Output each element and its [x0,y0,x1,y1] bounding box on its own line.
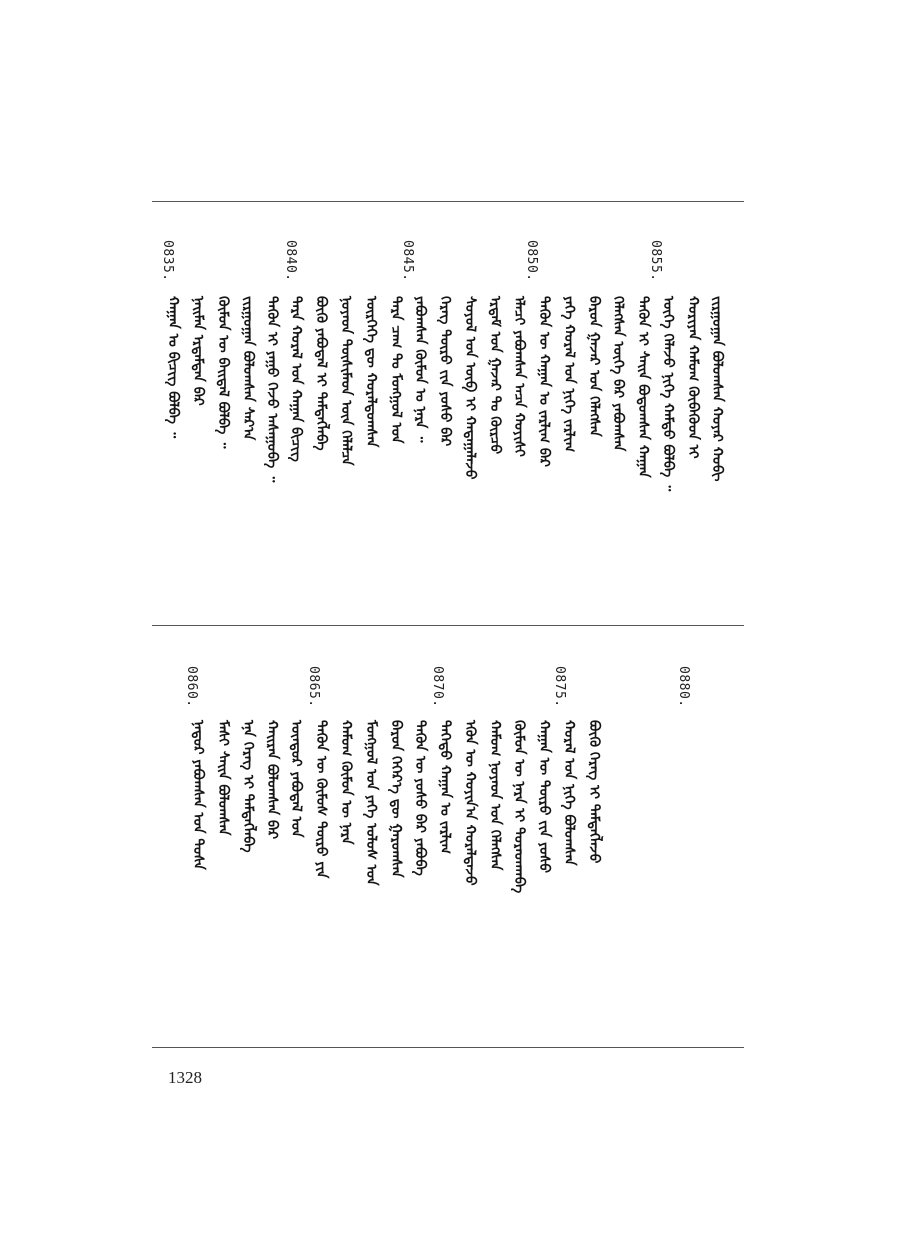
verse-line: ᠲᠡᠭᠦᠨ ᠢ ᠶᠠᠭᠤ ᠭᠡᠵᠦ ᠠᠰᠠᠭᠤᠪᠠ ᠃ [264,296,280,483]
verse-line: ᠡᠨᠡ ᠬᠡᠷᠡᠭ ᠢ ᠲᠡᠮᠳᠡᠭᠯᠡᠪᠡ [240,720,256,853]
verse-line: ᠡᠷᠳᠡᠮ ᠤᠨ ᠭᠠᠵᠠᠷ ᠲᠤ ᠬᠦᠷᠴᠦ [487,296,503,455]
verse-line: ᠬᠠᠢᠷᠠᠨ ᠪᠣᠯᠣᠭᠰᠠᠨ ᠪᠠᠷ [264,720,280,840]
line-number: 0840. [283,240,298,282]
verse-line: ᠲᠡᠷᠡ ᠴᠠᠭ ᠲᠤ ᠮᠣᠩᠭᠣᠯ ᠤᠨ [388,296,404,444]
verse-line: ᠨᠣᠶᠠᠳ ᠲᠦᠰᠢᠮᠡᠳ ᠦᠨ ᠬᠡᠯᠡᠯᠴᠡ [338,296,354,466]
verse-line: ᠲᠡᠭᠦᠨ ᠦ ᠬᠠᠭᠠᠨ ᠤ ᠵᠠᠷᠯᠢᠭ ᠪᠠᠷ [536,296,552,468]
line-number: 0875. [552,666,567,708]
verse-line: ᠡᠯᠡᠴᠢ ᠶᠠᠪᠤᠭᠰᠠᠨ ᠠᠴᠠ ᠬᠣᠶᠢᠰᠢ [511,296,527,457]
verse-line: ᠥᠷᠭᠡᠭᠡ ᠳᠦ ᠬᠤᠷᠠᠯᠳᠤᠭᠰᠠᠨ [363,296,379,448]
verse-line: ᠲᠡᠷᠡ ᠬᠤᠷᠠᠯ ᠤᠨ ᠬᠠᠭᠠᠨ ᠪᠢᠴᠢᠭ [288,296,304,462]
verse-line: ᠦᠭᠡ ᠬᠡᠯᠡᠵᠦ ᠨᠢᠭᠡ ᠬᠠᠮᠲᠤ ᠪᠣᠯᠪᠠ ᠃ [660,296,676,492]
verse-line: ᠬᠠᠮᠤᠭ ᠨᠣᠶᠠᠳ ᠤᠨ ᠬᠡᠯᠡᠭᠰᠡᠨ [487,720,503,871]
verse-line: ᠨᠠᠢᠮᠠᠨ ᠡᠷᠳᠡᠮᠲᠡᠨ ᠪᠠᠷ [190,296,206,406]
line-number: 0860. [184,666,199,708]
verse-line: ᠪᠦᠬᠦ ᠶᠠᠪᠤᠳᠠᠯ ᠢ ᠲᠡᠮᠳᠡᠭᠯᠡᠪᠡ [313,296,329,451]
verse-line: ᠬᠦᠮᠦᠨ ᠦ ᠪᠠᠢᠳᠠᠯ ᠪᠣᠯᠪᠠ ᠃ [215,296,231,449]
verse-line: ᠨᠠᠳᠤᠷ ᠶᠠᠪᠤᠭᠰᠠᠨ ᠤᠨ ᠲᠤᠰᠠ [190,720,206,870]
verse-line: ᠰᠣᠶᠣᠯ ᠤᠨ ᠥᠪ ᠢ ᠬᠠᠳᠠᠭᠠᠯᠠᠵᠤ [462,296,478,480]
verse-line: ᠪᠠᠷᠤᠨ ᠭᠠᠵᠠᠷ ᠤᠨ ᠬᠡᠯᠡᠭᠰᠡᠨ [586,296,602,437]
verse-line: ᠬᠡᠯᠡᠭᠰᠡᠨ ᠦᠭᠡ ᠪᠡᠷ ᠶᠠᠪᠤᠭᠰᠠᠨ [610,296,626,452]
verse-line: ᠮᠠᠰᠢ ᠰᠠᠢᠨ ᠪᠣᠯᠤᠭᠰᠠᠨ [215,720,231,836]
middle-rule [152,625,744,626]
line-number: 0865. [306,666,321,708]
line-number: 0870. [430,666,445,708]
verse-line: ᠳᠡᠭᠡᠳᠦ ᠬᠠᠭᠠᠨ ᠤ ᠵᠠᠷᠯᠢᠭ [437,720,453,854]
verse-line: ᠬᠤᠷᠢᠶᠠᠨ ᠬᠠᠮᠤᠭ ᠬᠥᠪᠡᠭᠦᠳ ᠢ [685,296,701,459]
verse-line: ᠬᠠᠭᠠᠨ ᠤ ᠪᠢᠴᠢᠭ ᠪᠣᠯᠪᠠ ᠃ [165,296,181,439]
page-number: 1328 [168,1068,202,1087]
verse-line: ᠥᠨᠳᠦᠷ ᠶᠠᠪᠤᠳᠠᠯ ᠤᠨ [288,720,304,838]
verse-line: ᠮᠣᠩᠭᠣᠯ ᠤᠨ ᠶᠡᠬᠡ ᠣᠯᠣᠰ ᠤᠨ [363,720,379,886]
line-number: 0855. [648,240,663,282]
verse-line: ᠬᠠᠭᠠᠨ ᠦ ᠲᠥᠷᠦ ᠵᠢᠨ ᠶᠣᠰᠣ [536,720,552,874]
verse-line: ᠲᠡᠭᠦᠨ ᠢ ᠰᠠᠢᠨ ᠪᠣᠳᠣᠭᠰᠠᠨ ᠬᠠᠭᠠᠨ [635,296,651,478]
verse-line: ᠵᠢᠷᠭᠤᠭᠠᠨ ᠪᠣᠯᠣᠭᠰᠠᠨ ᠰᠠᠷ᠎ᠠ [240,296,256,441]
line-number: 0850. [524,240,539,282]
verse-line: ᠪᠦᠬᠦ ᠬᠡᠷᠡᠭ ᠢ ᠲᠡᠮᠳᠡᠭᠯᠡᠵᠦ [586,720,602,864]
verse-line: ᠡᠭᠦᠨ ᠦ ᠬᠣᠶᠢᠨ᠎ᠠ ᠬᠤᠷᠠᠯᠳᠠᠵᠤ [462,720,478,886]
bottom-rule [152,1047,744,1048]
verse-line: ᠬᠠᠮᠤᠭ ᠬᠦᠮᠦᠨ ᠦ ᠨᠡᠷᠡ [338,720,354,845]
verse-line: ᠵᠢᠷᠭᠤᠭᠠᠨ ᠪᠣᠯᠣᠭᠰᠠᠨ ᠬᠣᠶᠠᠷ ᠬᠤᠪᠢ [709,296,725,482]
verse-line: ᠲᠡᠭᠦᠨ ᠦ ᠶᠣᠰᠣ ᠪᠠᠷ ᠶᠠᠪᠤᠪᠠ [412,720,428,876]
verse-line: ᠲᠡᠭᠦᠨ ᠦ ᠬᠦᠮᠦᠰ ᠲᠥᠷᠦ ᠶᠢᠨ [313,720,329,879]
top-rule [152,201,744,202]
verse-line: ᠶᠠᠪᠤᠭᠰᠠᠨ ᠬᠦᠮᠦᠨ ᠤ ᠨᠡᠷᠡ ᠃ [412,296,428,443]
line-number: 0845. [400,240,415,282]
verse-line: ᠪᠠᠷᠤᠨ ᠬᠡᠭᠡᠷ᠎ᠡ ᠳᠦ ᠭᠠᠷᠤᠭᠰᠠᠨ [388,720,404,878]
line-number: 0880. [676,666,691,708]
verse-line: ᠶᠡᠬᠡ ᠬᠤᠷᠠᠯ ᠤᠨ ᠨᠢᠭᠡ ᠵᠠᠷᠯᠢᠭ [561,296,577,453]
line-number: 0835. [160,240,175,282]
verse-line: ᠬᠡᠷᠡᠭ ᠲᠥᠷᠦ ᠵᠢᠨ ᠶᠣᠰᠣ ᠪᠠᠷ [437,296,453,447]
verse-line: ᠬᠦᠮᠦᠨ ᠦ ᠨᠡᠷᠡ ᠢ ᠳᠤᠷᠠᠳᠬᠠᠪᠠ [511,720,527,894]
verse-line: ᠬᠤᠷᠠᠯ ᠤᠨ ᠨᠢᠭᠡ ᠪᠣᠯᠤᠭᠰᠠᠨ [561,720,577,866]
